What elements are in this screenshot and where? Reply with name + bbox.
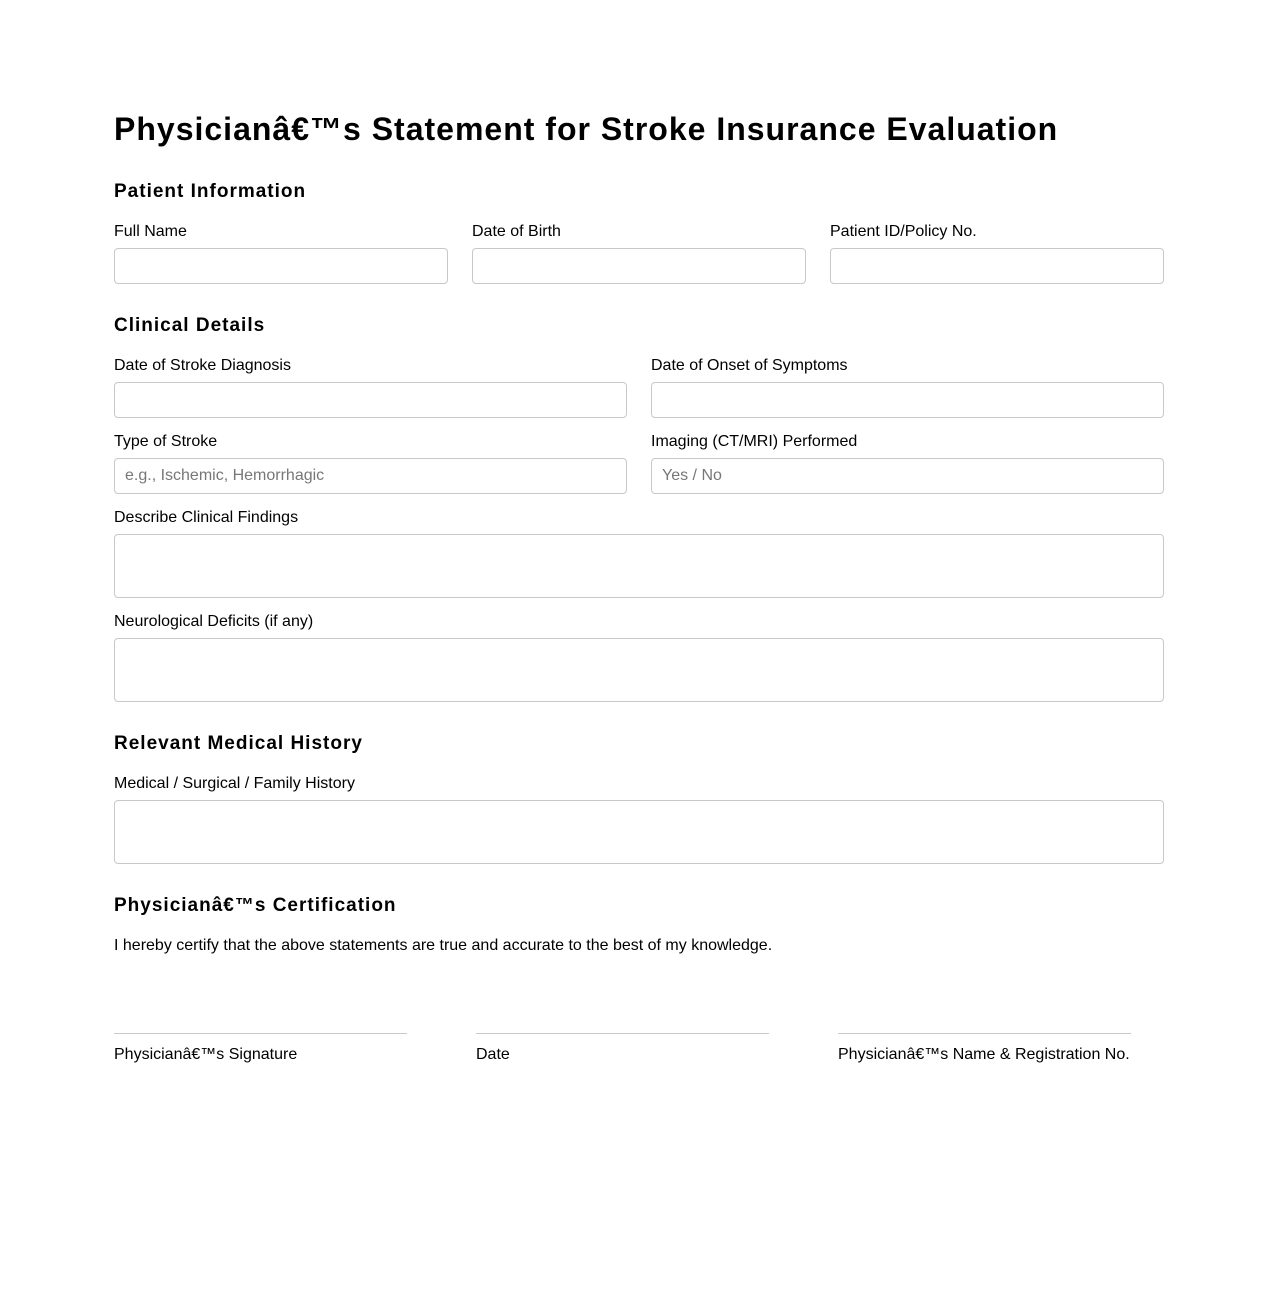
section-heading-medical-history: Relevant Medical History — [114, 733, 363, 754]
full-name-label: Full Name — [114, 223, 187, 240]
signature-line[interactable] — [114, 1033, 407, 1034]
section-heading-patient-information: Patient Information — [114, 181, 307, 202]
clinical-findings-label: Describe Clinical Findings — [114, 509, 299, 526]
page-title: Physicianâ€™s Statement for Stroke Insurance Evaluation — [114, 111, 1059, 147]
date-of-birth-input[interactable] — [472, 248, 806, 284]
patient-id-input[interactable] — [830, 248, 1164, 284]
section-heading-clinical-details: Clinical Details — [114, 315, 266, 336]
imaging-performed-input[interactable] — [651, 458, 1164, 494]
stroke-type-label: Type of Stroke — [114, 433, 218, 450]
neurological-deficits-textarea[interactable] — [114, 638, 1164, 702]
stroke-diagnosis-date-label: Date of Stroke Diagnosis — [114, 357, 291, 374]
stroke-diagnosis-date-input[interactable] — [114, 382, 627, 418]
date-of-birth-label: Date of Birth — [472, 223, 561, 240]
neurological-deficits-label: Neurological Deficits (if any) — [114, 613, 314, 630]
certification-statement: I hereby certify that the above statements are true and accurate to the best of my knowledge. — [114, 937, 773, 954]
section-heading-certification: Physicianâ€™s Certification — [114, 895, 397, 916]
date-signature-line[interactable] — [476, 1033, 769, 1034]
stroke-type-input[interactable] — [114, 458, 627, 494]
symptom-onset-date-input[interactable] — [651, 382, 1164, 418]
date-signature-label: Date — [476, 1046, 510, 1063]
imaging-performed-label: Imaging (CT/MRI) Performed — [651, 433, 858, 450]
patient-id-label: Patient ID/Policy No. — [830, 223, 977, 240]
medical-history-label: Medical / Surgical / Family History — [114, 775, 355, 792]
name-registration-label: Physicianâ€™s Name & Registration No. — [838, 1046, 1130, 1063]
symptom-onset-date-label: Date of Onset of Symptoms — [651, 357, 848, 374]
full-name-input[interactable] — [114, 248, 448, 284]
name-registration-line[interactable] — [838, 1033, 1131, 1034]
medical-history-textarea[interactable] — [114, 800, 1164, 864]
signature-label: Physicianâ€™s Signature — [114, 1046, 298, 1063]
clinical-findings-textarea[interactable] — [114, 534, 1164, 598]
